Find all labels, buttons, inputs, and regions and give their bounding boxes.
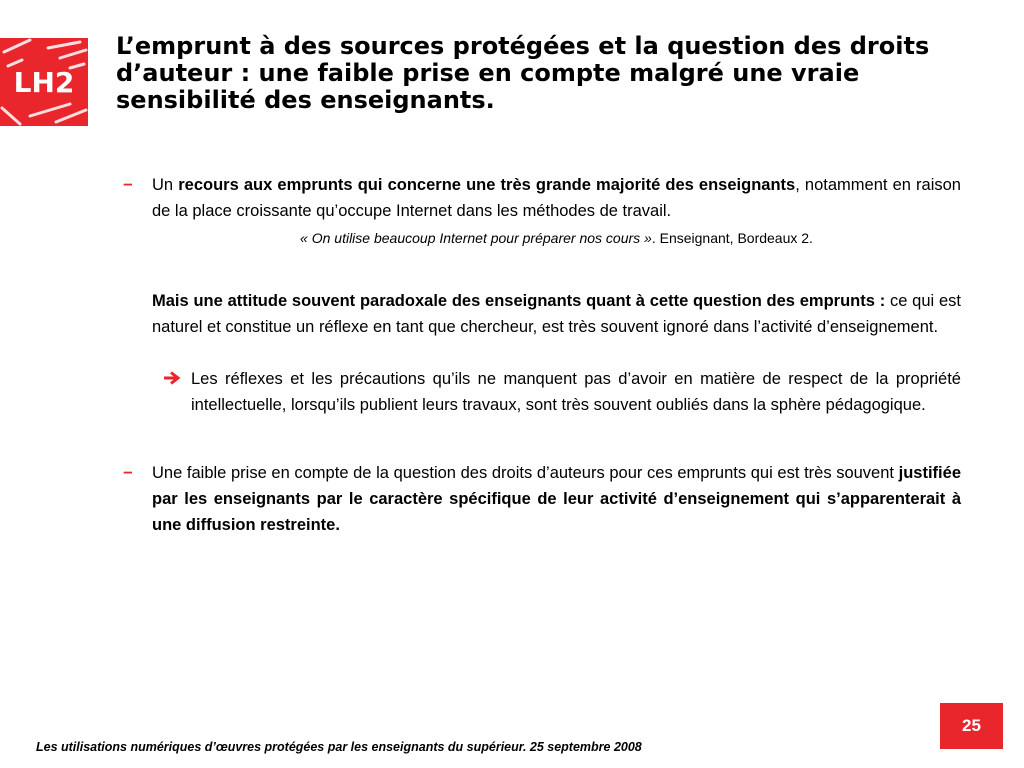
bullet1-pre: Un — [152, 176, 179, 194]
page-number: 25 — [962, 716, 981, 735]
right-arrow-icon — [163, 371, 181, 385]
lh2-logo — [0, 38, 88, 126]
logo-text: LH2 — [13, 66, 75, 99]
paradox-paragraph — [152, 288, 961, 340]
dash-bullet-icon: − — [123, 176, 133, 194]
lh2-logo-graphic — [0, 38, 88, 126]
bullet-item-2 — [123, 460, 961, 538]
arrow-item-text: Les réflexes et les précautions qu’ils ne manquent pas d’avoir en matière de respect de la propriété intellectuelle, lorsqu’ils publient leurs travaux, sont très souvent oubliés dans la sphère pédagogique. — [191, 370, 961, 414]
slide-content — [123, 172, 961, 538]
paragraph-bold: Mais une attitude souvent paradoxale des enseignants quant à cette question des emprunts : — [152, 292, 886, 310]
bullet1-bold: recours aux emprunts qui concerne une très grande majorité des enseignants — [178, 176, 796, 194]
arrow-item — [191, 366, 961, 418]
quote-text: « On utilise beaucoup Internet pour préparer nos cours » — [300, 230, 652, 246]
footer-text: Les utilisations numériques d’œuvres protégées par les enseignants du supérieur. 25 septembre 2008 — [36, 740, 642, 754]
dash-bullet-icon: − — [123, 464, 133, 482]
bullet-item-1 — [123, 172, 961, 224]
quote-source: . Enseignant, Bordeaux 2. — [651, 230, 813, 246]
bullet2-bold: justifiée par les enseignants par le caractère spécifique de leur activité d’enseignement qui s’apparenterait à une diffusion restreinte. — [152, 464, 961, 534]
bullet2-pre: Une faible prise en compte de la question des droits d’auteurs pour ces emprunts qui est très souvent — [152, 464, 899, 482]
quote — [152, 228, 961, 248]
bullet1-post: , notamment en raison de la place croissante qu’occupe Internet dans les méthodes de travail. — [152, 176, 961, 220]
page-title: L’emprunt à des sources protégées et la question des droits d’auteur : une faible prise en compte malgré une vraie sensibilité des enseignants. — [116, 32, 930, 114]
page-number-badge — [940, 703, 1003, 749]
paragraph-normal: ce qui est naturel et constitue un réflexe en tant que chercheur, est très souvent ignoré dans l’activité d’enseignement. — [152, 292, 961, 336]
